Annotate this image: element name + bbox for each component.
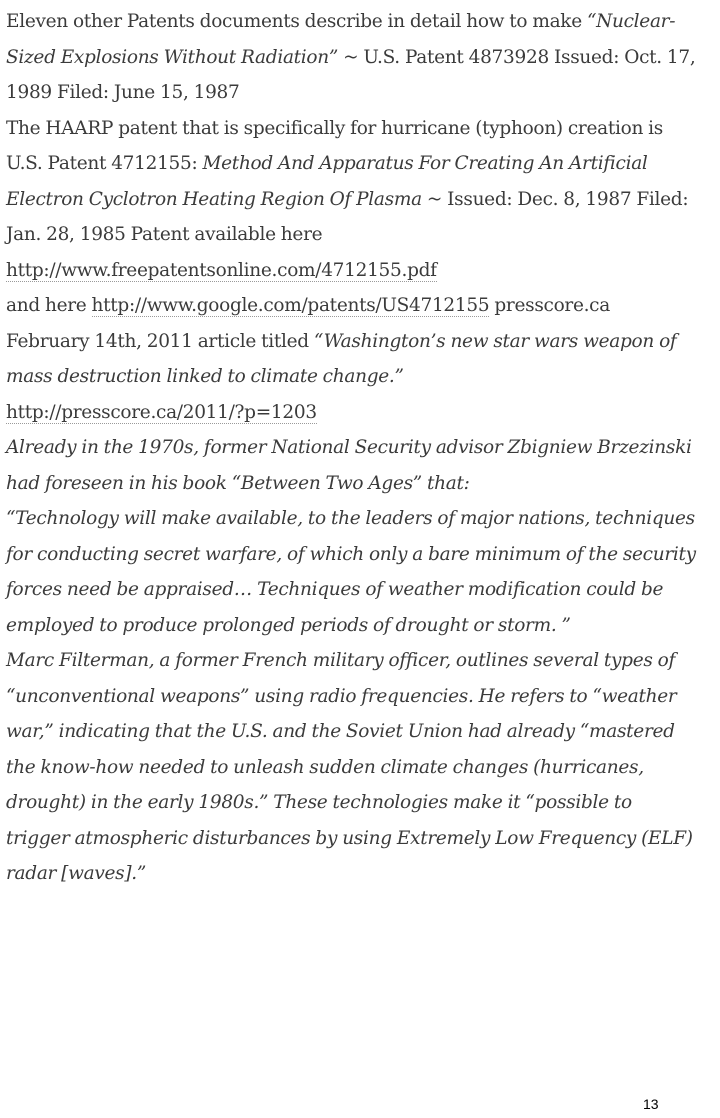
paragraph-google-patent [6,288,696,395]
presscore-link[interactable]: http://presscore.ca/2011/?p=1203 [6,401,317,423]
paragraph-text: Eleven other Patents documents describe in detail how to make [6,11,587,32]
patent-title: “Nuclear-Sized Explosions Without Radiation” [6,11,676,68]
paragraph-presscore-link [6,395,696,431]
paragraph-nuclear-patents [6,4,696,111]
paragraph-text: and here [6,295,92,316]
paragraph-filterman [6,643,696,892]
article-title: “Washington’s new star wars weapon of mass destruction linked to climate change.” [6,330,677,387]
patent-title: Method And Apparatus For Creating An Artificial Electron Cyclotron Heating Region Of Plasma [6,153,648,210]
paragraph-text: Already in the 1970s, former National Security advisor Zbigniew Brzezinski had foreseen in his book “Between Two Ages” that: [6,437,692,494]
paragraph-text: ~ Issued: Dec. 8, 1987 Filed: Jan. 28, 1985 Patent available here [6,188,689,245]
paragraph-text: ~ U.S. Patent 4873928 Issued: Oct. 17, 1989 Filed: June 15, 1987 [6,46,696,103]
paragraph-brzezinski-quote [6,501,696,643]
freepatentsonline-link[interactable]: http://www.freepatentsonline.com/4712155.pdf [6,259,437,281]
paragraph-text: Marc Filterman, a former French military officer, outlines several types of “unconventional weapons” using radio frequencies. He refers to “weather war,” indicating that the U.S. and the Soviet Union had already “mastered the know-how needed to unleash sudden climate changes (hurricanes, drought) in the early 1980s.” These technologies make it “possible to trigger atmospheric disturbances by using Extremely Low Frequency (ELF) radar [waves].” [6,650,693,884]
page-number: 13 [643,1096,659,1112]
document-body [6,4,696,892]
paragraph-text: presscore.ca February 14th, 2011 article titled [6,295,610,352]
paragraph-text: The HAARP patent that is specifically for hurricane (typhoon) creation is U.S. Patent 4712155: [6,117,663,174]
paragraph-brzezinski-intro [6,430,696,501]
quote-text: “Technology will make available, to the leaders of major nations, techniques for conducting secret warfare, of which only a bare minimum of the security forces need be appraised… Techniques of weather modification could be employed to produce prolonged periods of drought or storm. ” [6,508,696,636]
paragraph-haarp-patent [6,111,696,289]
google-patents-link[interactable]: http://www.google.com/patents/US4712155 [91,295,490,316]
